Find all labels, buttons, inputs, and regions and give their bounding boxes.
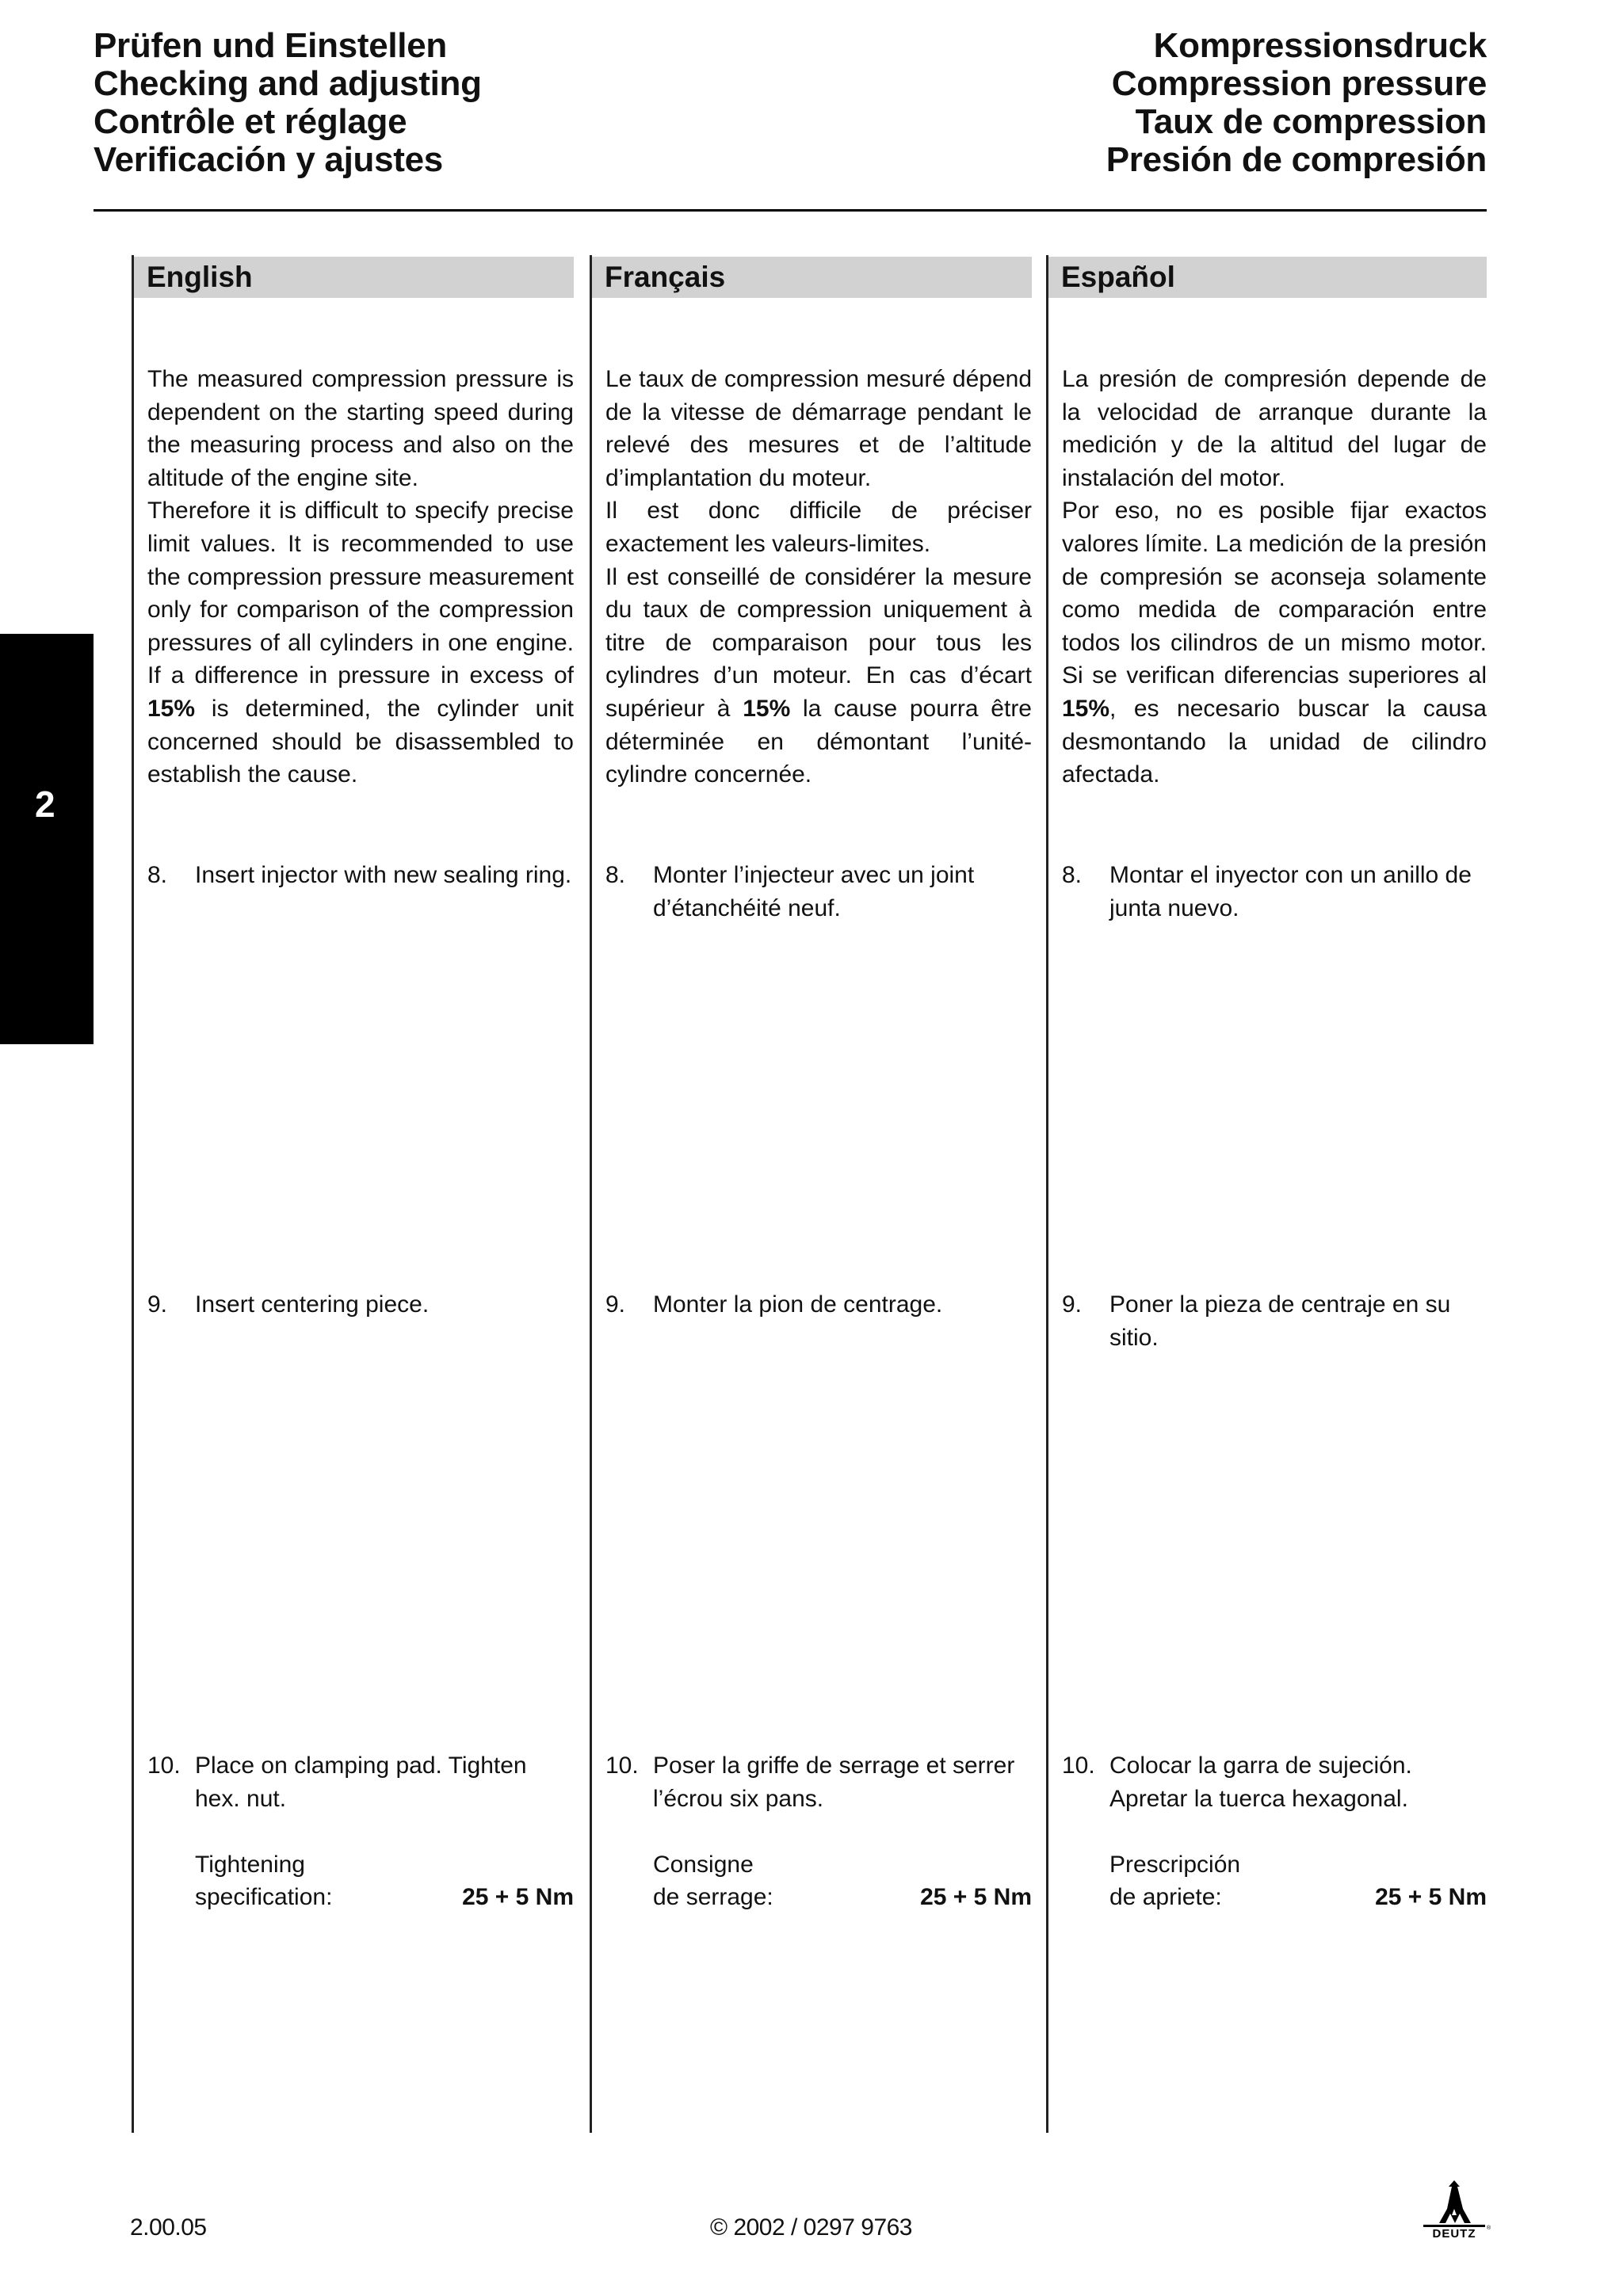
limit-value: 15%	[1062, 695, 1110, 722]
header-title-right	[1106, 27, 1487, 179]
column-divider	[132, 255, 134, 2133]
step-text: Monter l’injecteur avec un joint d’étanchéité neuf.	[653, 862, 975, 921]
step-text: Poner la pieza de centraje en su sitio.	[1109, 1291, 1451, 1351]
step-8	[605, 859, 1032, 925]
header-left-line: Verificación y ajustes	[94, 140, 443, 179]
step-text: Poser la griffe de serrage et serrer l’écrou six pans.	[653, 1753, 1015, 1812]
step-text: Insert centering piece.	[195, 1291, 430, 1318]
intro-paragraph: La presión de compresión depende de la velocidad de arranque durante la medición y de la altitud del lugar de instalación del motor.	[1062, 366, 1487, 491]
column-heading-francais: Français	[592, 257, 1032, 298]
step-10	[1062, 1749, 1487, 1914]
step-number: 8.	[605, 862, 626, 888]
spec-label: Tightening	[195, 1851, 305, 1878]
column-heading-english: English	[134, 257, 574, 298]
chapter-tab	[0, 634, 94, 1044]
step-number: 9.	[605, 1291, 626, 1318]
torque-value: 25 + 5 Nm	[920, 1884, 1032, 1911]
step-text: Montar el inyector con un anillo de junta nuevo.	[1109, 862, 1472, 921]
page-number: 2.00.05	[130, 2214, 207, 2241]
step-9	[605, 1288, 1032, 1322]
step-number: 10.	[605, 1753, 639, 1779]
step-9	[147, 1288, 574, 1322]
step-number: 10.	[147, 1753, 181, 1779]
logo-emblem	[1439, 2180, 1471, 2223]
spec-label: Consigne	[653, 1851, 754, 1878]
intro-text	[605, 363, 1032, 791]
spec-label: specification:	[195, 1884, 333, 1911]
header-right-line: Taux de compression	[1135, 102, 1487, 141]
torque-value: 25 + 5 Nm	[462, 1884, 574, 1911]
header-right-line: Compression pressure	[1111, 64, 1487, 103]
step-8	[147, 859, 574, 892]
intro-text	[1062, 363, 1487, 791]
step-text: Colocar la garra de sujeción. Apretar la tuerca hexagonal.	[1109, 1753, 1412, 1812]
step-number: 9.	[1062, 1291, 1083, 1318]
header-left-line: Contrôle et réglage	[94, 102, 407, 141]
header-left-line: Checking and adjusting	[94, 64, 482, 103]
column-divider	[1046, 255, 1048, 2133]
deutz-logo-icon	[1419, 2177, 1490, 2241]
header-right-line: Kompressionsdruck	[1153, 26, 1487, 65]
header-left-line: Prüfen und Einstellen	[94, 26, 447, 65]
svg-text:®: ®	[1487, 2225, 1491, 2231]
step-text: Place on clamping pad. Tighten hex. nut.	[195, 1753, 527, 1812]
intro-paragraph: Por eso, no es posible fijar exactos valores límite. La medición de la presión de compresión se aconseja solamente como medida de comparación entre todos los cilindros de un mismo motor. Si se verifican diferencias superiores al 15%, es necesario buscar la causa desmontando la unidad de cilindro afectada.	[1062, 498, 1487, 788]
limit-value: 15%	[147, 695, 196, 722]
copyright: © 2002 / 0297 9763	[710, 2214, 912, 2241]
step-number: 10.	[1062, 1753, 1095, 1779]
step-number: 8.	[1062, 862, 1083, 888]
header-title-left	[94, 27, 482, 179]
intro-paragraph: The measured compression pressure is dependent on the starting speed during the measuring process and also on the altitude of the engine site.	[147, 366, 574, 491]
step-number: 9.	[147, 1291, 168, 1318]
intro-paragraph: Le taux de compression mesuré dépend de la vitesse de démarrage pendant le relevé des mesures et de l’altitude d’implantation du moteur.	[605, 366, 1032, 491]
column-divider	[590, 255, 592, 2133]
header-right-line: Presión de compresión	[1106, 140, 1487, 179]
spec-label: de apriete:	[1109, 1884, 1222, 1911]
step-10	[147, 1749, 574, 1914]
logo-wordmark: DEUTZ	[1432, 2227, 1476, 2241]
header-rule	[94, 209, 1487, 212]
intro-paragraph: Il est donc difficile de préciser exactement les valeurs-limites. Il est conseillé de considérer la mesure du taux de compression uniquement à titre de comparaison pour tous les cylindres d’un moteur. En cas d’écart supérieur à 15% la cause pourra être déterminée en démontant l’unité-cylindre concernée.	[605, 498, 1032, 788]
torque-value: 25 + 5 Nm	[1375, 1884, 1487, 1911]
step-8	[1062, 859, 1487, 925]
column-heading-espanol: Español	[1048, 257, 1487, 298]
spec-label: de serrage:	[653, 1884, 773, 1911]
step-text: Monter la pion de centrage.	[653, 1291, 943, 1318]
chapter-number: 2	[35, 784, 55, 825]
spec-label: Prescripción	[1109, 1851, 1241, 1878]
step-10	[605, 1749, 1032, 1914]
limit-value: 15%	[743, 695, 791, 722]
intro-paragraph: Therefore it is difficult to specify precise limit values. It is recommended to use the compression pressure measurement only for comparison of the compression pressures of all cylinders in one engine. If a difference in pressure in excess of 15% is determined, the cylinder unit concerned should be disassembled to establish the cause.	[147, 498, 574, 788]
step-number: 8.	[147, 862, 168, 888]
step-text: Insert injector with new sealing ring.	[195, 862, 572, 888]
intro-text	[147, 363, 574, 791]
step-9	[1062, 1288, 1487, 1354]
